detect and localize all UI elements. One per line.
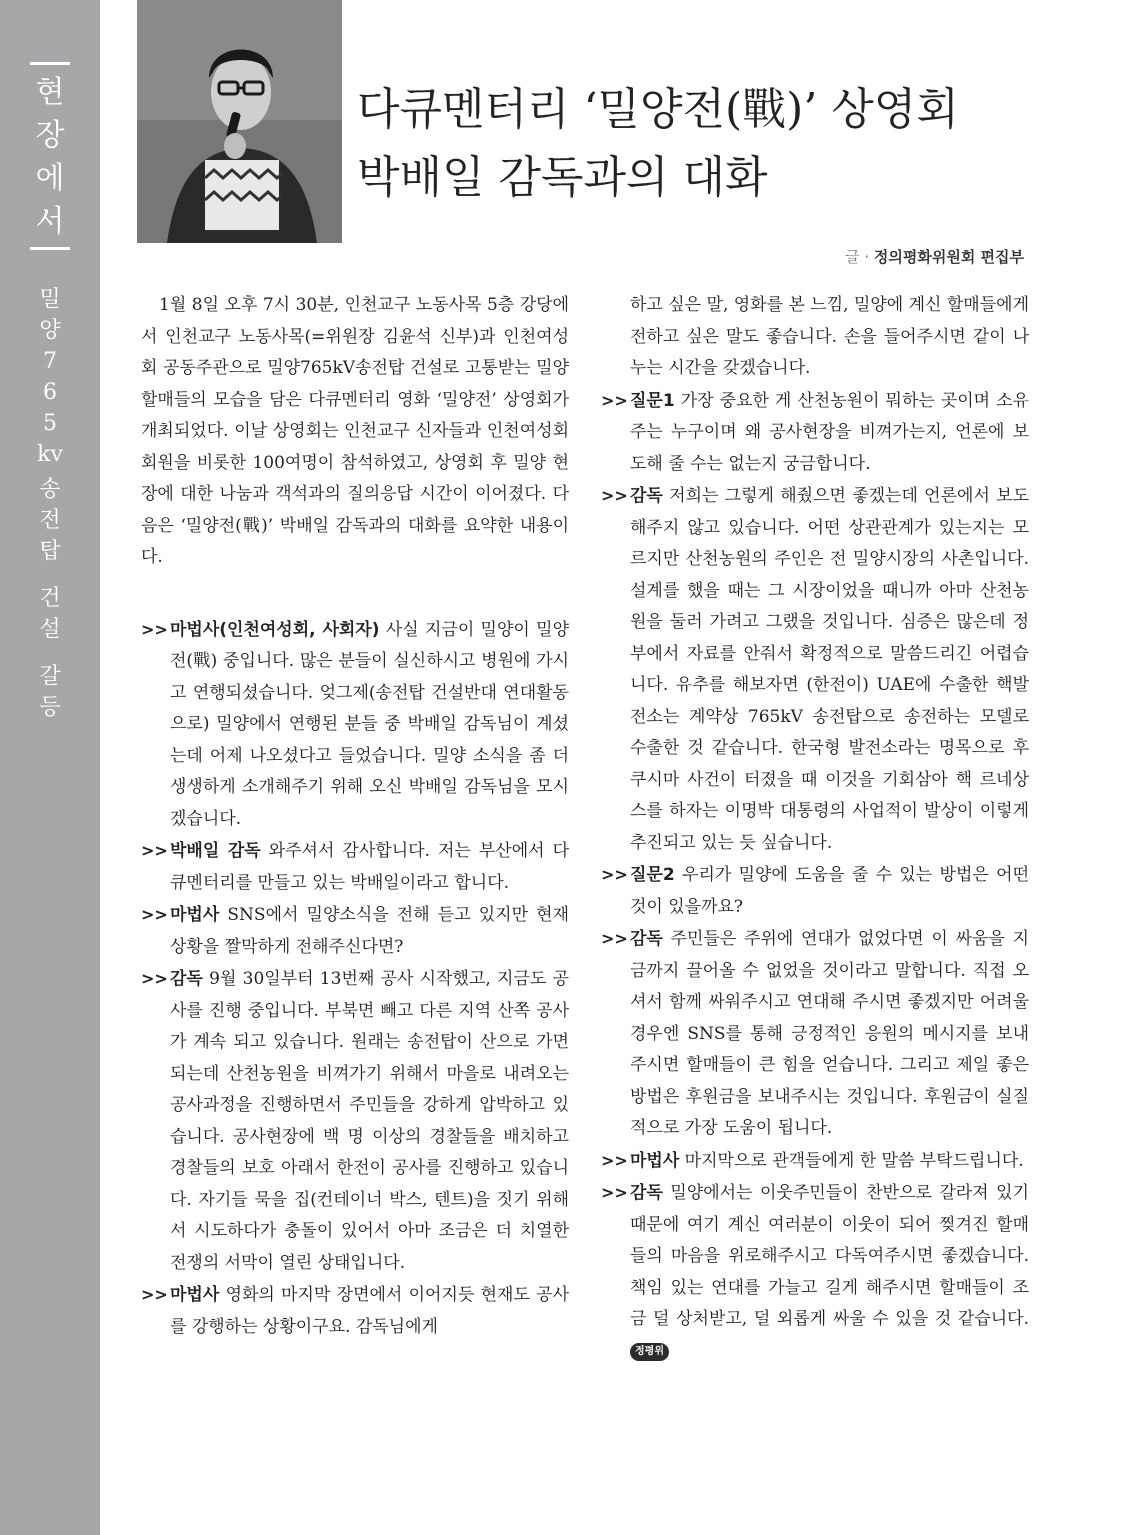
dialogue-text: 사실 지금이 밀양이 밀양전(戰) 중입니다. 많은 분들이 실신하시고 병원에 가시고 연행되셨습니다. 엊그제(송전탑 건설반대 연대활동으로) 밀양에서 연행된 분들 중 박배일 감독님이 계셨는데 어제 나오셨다고 들었습니다. 밀양 소식을 좀 더 생생하게 소개해주기 위해 오신 박배일 감독님을 모시겠습니다. — [170, 619, 569, 829]
dialogue-entry — [601, 480, 1029, 859]
dialogue-entry — [141, 1279, 569, 1343]
byline — [845, 246, 1024, 267]
dialogue-text: 9월 30일부터 13번째 공사 시작했고, 지금도 공사를 진행 중입니다. 부북면 빼고 다른 지역 산쪽 공사가 계속 되고 있습니다. 원래는 송전탑이 산으로 가면 되는데 산천농원을 비껴가기 위해서 마을로 내려오는 공사과정을 진행하면서 주민들을 강하게 압박하고 있습니다. 공사현장에 백 명 이상의 경찰들을 배치하고 경찰들의 보호 아래서 한전이 공사를 진행하고 있습니다. 자기들 묵을 집(컨테이너 박스, 텐트)을 짓기 위해서 시도하다가 충돌이 있어서 아마 조금은 더 치열한 전쟁의 서막이 열린 상태입니다. — [170, 969, 569, 1273]
dialogue-text: 마지막으로 관객들에게 한 말씀 부탁드립니다. — [679, 1150, 1024, 1171]
topic-label-char: 건 — [39, 586, 61, 611]
speaker-name: 감독 — [630, 1183, 663, 1203]
dialogue-text: 우리가 밀양에 도움을 줄 수 있는 방법은 어떤 것이 있을까요? — [630, 865, 1029, 917]
dialogue-marker: >> — [141, 841, 168, 860]
dialogue-entry — [141, 835, 569, 899]
topic-label-char: 5 — [43, 411, 57, 436]
speaker-name: 질문1 — [630, 390, 675, 411]
topic-label-char: 등 — [39, 695, 61, 720]
director-photo — [137, 0, 342, 243]
title-line-1: 다큐멘터리 ‘밀양전(戰)’ 상영회 — [357, 84, 959, 135]
dialogue-marker: >> — [601, 1183, 628, 1202]
speaker-name: 마법사 — [170, 1285, 220, 1305]
speaker-name: 질문2 — [630, 865, 675, 885]
byline-author: 정의평화위원회 편집부 — [873, 248, 1024, 266]
dialogue-entry — [601, 385, 1029, 481]
topic-label-char: 6 — [43, 380, 57, 405]
dialogue-entry — [141, 614, 569, 836]
speaker-name: 마법사 — [170, 905, 220, 925]
topic-label-char: 7 — [43, 349, 57, 374]
right-column — [601, 290, 1029, 1367]
dialogue-entry — [601, 923, 1029, 1145]
dialogue-marker: >> — [141, 1285, 168, 1304]
dialogue-marker: >> — [601, 929, 628, 948]
dialogue-text: 가장 중요한 게 산천농원이 뭐하는 곳이며 소유주는 누구이며 왜 공사현장을 비껴가는지, 언론에 보도해 줄 수는 없는지 궁금합니다. — [630, 390, 1029, 474]
dialogue-entry — [141, 963, 569, 1279]
section-label-char: 현 — [35, 75, 65, 110]
section-label-char: 에 — [35, 161, 65, 196]
topic-label — [0, 284, 100, 723]
speaker-name: 감독 — [170, 969, 203, 989]
divider — [30, 247, 70, 250]
dialogue-text: SNS에서 밀양소식을 전해 듣고 있지만 현재 상황을 짤막하게 전해주신다면? — [170, 905, 569, 957]
title-line-2: 박배일 감독과의 대화 — [357, 152, 768, 203]
topic-label-char: 송 — [39, 477, 61, 502]
dialogue-text: 주민들은 주위에 연대가 없었다면 이 싸움을 지금까지 끌어올 수 없었을 것이라고 말합니다. 직접 오셔서 함께 싸워주시고 연대해 주시면 좋겠지만 어려울 경우엔 SNS를 통해 긍정적인 응원의 메시지를 보내주시면 할매들이 큰 힘을 얻습니다. 그리고 제일 좋은 방법은 후원금을 보내주시는 것입니다. 후원금이 실질적으로 가장 도움이 됩니다. — [630, 929, 1029, 1138]
dialogue-marker: >> — [601, 486, 628, 505]
topic-label-char: 전 — [39, 508, 61, 533]
speaker-name: 마법사(인천여성회, 사회자) — [170, 619, 380, 640]
dialogue-text: 영화의 마지막 장면에서 이어지듯 현재도 공사를 강행하는 상황이구요. 감독님에게 — [170, 1285, 569, 1337]
left-column — [141, 290, 569, 1343]
topic-label-char: 탑 — [39, 539, 61, 564]
article-title — [357, 76, 1077, 212]
dialogue-marker: >> — [601, 390, 628, 410]
speaker-name: 박배일 감독 — [170, 841, 261, 861]
section-label — [0, 62, 100, 250]
byline-prefix: 글 · — [845, 248, 874, 266]
dialogue-text: 와주셔서 감사합니다. 저는 부산에서 다큐멘터리를 만들고 있는 박배일이라고 합니다. — [170, 841, 569, 893]
dialogue-entry — [601, 859, 1029, 923]
sidebar — [0, 0, 100, 1535]
topic-label-char: 밀 — [39, 287, 61, 312]
speaker-name: 감독 — [630, 929, 663, 949]
dialogue-text: 밀양에서는 이웃주민들이 찬반으로 갈라져 있기 때문에 여기 계신 여러분이 이웃이 되어 찢겨진 할매들의 마음을 위로해주시고 다독여주시면 좋겠습니다. 책임 있는 연대를 가늘고 길게 해주시면 할매들이 조금 덜 상처받고, 덜 외롭게 싸울 수 있을 것 같습니다. — [630, 1183, 1029, 1329]
director-photo-illustration — [137, 0, 342, 243]
section-label-char: 서 — [35, 204, 65, 239]
dialogue-marker: >> — [601, 865, 628, 884]
dialogue-text: 저희는 그렇게 해줬으면 좋겠는데 언론에서 보도해주지 않고 있습니다. 어떤 상관관계가 있는지는 모르지만 산천농원의 주인은 전 밀양시장의 사촌입니다. 설계를 했을 때는 그 시장이었을 때니까 아마 산천농원을 둘러 가려고 그랬을 것입니다. 심증은 많은데 정부에서 자료를 안줘서 확정적으로 말씀드리긴 어렵습니다. 유추를 해보자면 (한전이) UAE에 수출한 핵발전소는 계약상 765kV 송전탑으로 송전하는 모델로 수출한 것 같습니다. 한국형 발전소라는 명목으로 후쿠시마 사건이 터졌을 때 이것을 기회삼아 핵 르네상스를 하자는 이명박 대통령의 사업적이 발상이 이렇게 추진되고 있는 듯 싶습니다. — [630, 486, 1029, 853]
topic-label-char: kv — [37, 442, 63, 467]
speaker-name: 감독 — [630, 486, 663, 506]
topic-label-char: 양 — [39, 318, 61, 343]
topic-label-char: 갈 — [39, 664, 61, 689]
dialogue-marker: >> — [141, 969, 168, 988]
dialogue-entry — [601, 1177, 1029, 1367]
speaker-name: 마법사 — [630, 1150, 680, 1171]
dialogue-continuation: 하고 싶은 말, 영화를 본 느낌, 밀양에 계신 할매들에게 전하고 싶은 말도 좋습니다. 손을 들어주시면 같이 나누는 시간을 갖겠습니다. — [630, 295, 1029, 378]
end-mark-badge: 정평위 — [630, 1343, 669, 1361]
intro-paragraph: 1월 8일 오후 7시 30분, 인천교구 노동사목 5층 강당에서 인천교구 노동사목(=위원장 김윤석 신부)과 인천여성회 공동주관으로 밀양765kV송전탑 건설로 고통받는 밀양 할매들의 모습을 담은 다큐멘터리 영화 ‘밀양전’ 상영회가 개최되었다. 이날 상영회는 인천교구 신자들과 인천여성회 회원을 비롯한 100여명이 참석하였고, 상영회 후 밀양 현장에 대한 나눔과 객석과의 질의응답 시간이 이어졌다. 다음은 ‘밀양전(戰)’ 박배일 감독과의 대화를 요약한 내용이다. — [141, 295, 569, 567]
topic-label-char: 설 — [39, 617, 61, 642]
dialogue-marker: >> — [601, 1150, 628, 1170]
dialogue-entry — [601, 1145, 1029, 1178]
section-label-char: 장 — [35, 118, 65, 153]
dialogue-marker: >> — [141, 905, 168, 924]
dialogue-entry — [141, 899, 569, 963]
dialogue-marker: >> — [141, 619, 168, 639]
